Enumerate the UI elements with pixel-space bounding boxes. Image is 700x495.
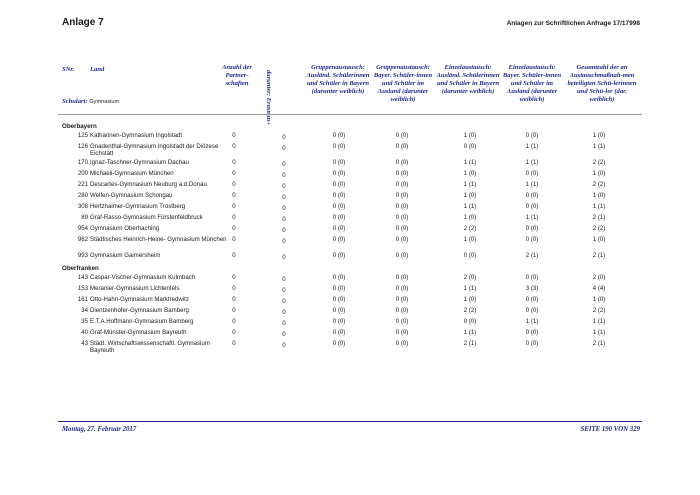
cell-value: 0 [232, 285, 236, 292]
cell-value: 0 [282, 145, 286, 152]
table-row [62, 159, 642, 170]
school-name: Otto-Hahn-Gymnasium Marktredwitz [90, 296, 189, 303]
cell-value: 0 (0) [525, 203, 539, 210]
cell-value: 0 [282, 227, 286, 234]
cell-value: 0 [232, 192, 236, 199]
cell-value: 0 [282, 298, 286, 305]
schulart-value: Gymnasium [89, 99, 120, 105]
cell-value: 0 (0) [395, 285, 409, 292]
cell-value: 2 (1) [463, 340, 477, 347]
school-number: 200 [77, 170, 88, 177]
cell-value: 0 (0) [332, 225, 346, 232]
table-row [62, 274, 642, 285]
school-number: 153 [77, 285, 88, 292]
school-number: 125 [77, 132, 88, 139]
school-name: Graf-Rasso-Gymnasium Fürstenfeldbruck [90, 214, 203, 221]
header-divider [58, 114, 642, 115]
document-title: Anlage 7 [62, 17, 104, 28]
cell-value: 0 (0) [395, 143, 409, 150]
cell-value: 1 (1) [592, 203, 606, 210]
cell-value: 2 (1) [525, 252, 539, 259]
school-number: 43 [81, 340, 88, 347]
cell-value: 1 (1) [525, 159, 539, 166]
school-name: E.T.A.Hoffmann-Gymnasium Bamberg [90, 318, 194, 325]
cell-value: 2 (2) [592, 225, 606, 232]
cell-value: 0 [282, 287, 286, 294]
cell-value: 0 (0) [395, 274, 409, 281]
school-name: Welfen-Gymnasium Schongau [90, 192, 173, 199]
cell-value: 1 (1) [525, 214, 539, 221]
cell-value: 0 (0) [395, 203, 409, 210]
cell-value: 0 [232, 159, 236, 166]
cell-value: 1 (0) [463, 236, 477, 243]
cell-value: 1 (0) [592, 296, 606, 303]
school-name: Graf-Münster-Gymnasium Bayreuth [90, 329, 187, 336]
cell-value: 2 (2) [463, 225, 477, 232]
school-name: Katharinen-Gymnasium Ingolstadt [90, 132, 183, 139]
school-number: 170 [77, 159, 88, 166]
cell-value: 0 (0) [525, 236, 539, 243]
school-number: 308 [77, 203, 88, 210]
school-name: Dientzenhofer-Gymnasium Bamberg [90, 307, 189, 314]
table-row [62, 181, 642, 192]
school-number: 221 [77, 181, 88, 188]
cell-value: 0 (0) [332, 252, 346, 259]
cell-value: 1 (1) [592, 318, 606, 325]
col-header-land: Land [90, 66, 105, 73]
school-number: 40 [81, 329, 88, 336]
school-number: 89 [81, 214, 88, 221]
cell-value: 2 (0) [463, 274, 477, 281]
cell-value: 2 (2) [592, 181, 606, 188]
cell-value: 0 [282, 276, 286, 283]
cell-value: 0 (0) [332, 192, 346, 199]
col-header-gesamt: Gesamtzahl der an Austauschmaßnah-men beteiligten Schü-lerinnen und Schü-ler (dar. weiblich) [567, 64, 637, 103]
cell-value: 2 (0) [592, 274, 606, 281]
cell-value: 1 (1) [463, 203, 477, 210]
cell-value: 0 [282, 331, 286, 338]
footer-page: SEITE 190 VON 329 [580, 426, 640, 433]
col-header-erasmus: darunter: Erasmus+ [265, 70, 272, 126]
cell-value: 0 (0) [395, 329, 409, 336]
cell-value: 0 (0) [395, 225, 409, 232]
cell-value: 0 [232, 318, 236, 325]
table-row [62, 236, 642, 252]
cell-value: 0 [282, 194, 286, 201]
cell-value: 0 (0) [332, 132, 346, 139]
cell-value: 3 (3) [525, 285, 539, 292]
cell-value: 1 (0) [463, 192, 477, 199]
table-row [62, 307, 642, 318]
cell-value: 0 (0) [395, 318, 409, 325]
cell-value: 0 (0) [395, 159, 409, 166]
cell-value: 2 (2) [592, 307, 606, 314]
table-row [62, 252, 642, 263]
cell-value: 2 (1) [592, 340, 606, 347]
cell-value: 0 (0) [395, 296, 409, 303]
cell-value: 0 [232, 236, 236, 243]
cell-value: 0 (0) [463, 318, 477, 325]
cell-value: 0 (0) [395, 236, 409, 243]
cell-value: 1 (1) [592, 143, 606, 150]
school-name: Caspar-Vischer-Gymnasium Kulmbach [90, 274, 196, 281]
cell-value: 0 (0) [525, 192, 539, 199]
cell-value: 1 (1) [592, 329, 606, 336]
school-name: Michaeli-Gymnasium München [90, 170, 174, 177]
school-name: Städt. Wirtschaftswissenschaftl. Gymnasium Bayreuth [90, 340, 210, 355]
document-reference: Anlagen zur Schriftlichen Anfrage 17/17998 [506, 20, 640, 27]
school-number: 126 [77, 143, 88, 150]
table-row [62, 203, 642, 214]
cell-value: 0 (0) [525, 225, 539, 232]
cell-value: 0 (0) [332, 203, 346, 210]
cell-value: 0 [232, 214, 236, 221]
cell-value: 0 (0) [525, 296, 539, 303]
cell-value: 0 (0) [395, 214, 409, 221]
cell-value: 1 (1) [463, 159, 477, 166]
cell-value: 0 [232, 170, 236, 177]
cell-value: 0 (0) [395, 307, 409, 314]
cell-value: 0 (0) [395, 181, 409, 188]
cell-value: 0 (0) [463, 252, 477, 259]
school-name: Descartes-Gymnasium Neuburg a.d.Donau [90, 181, 207, 188]
cell-value: 0 [232, 329, 236, 336]
cell-value: 1 (0) [592, 132, 606, 139]
cell-value: 0 (0) [332, 214, 346, 221]
school-name: Meranier-Gymnasium Lichtenfels [90, 285, 180, 292]
cell-value: 0 [282, 205, 286, 212]
school-name: Ignaz-Taschner-Gymnasium Dachau [90, 159, 189, 166]
cell-value: 0 (0) [332, 181, 346, 188]
cell-value: 0 (0) [332, 318, 346, 325]
col-header-einz-ausland: Einzelaustausch: Ausländ. Schülerinnen und Schüler in Bayern (darunter weiblich) [436, 64, 500, 95]
cell-value: 0 (0) [395, 132, 409, 139]
cell-value: 1 (1) [525, 181, 539, 188]
school-number: 993 [77, 252, 88, 259]
cell-value: 0 [232, 143, 236, 150]
cell-value: 1 (0) [463, 170, 477, 177]
cell-value: 2 (1) [592, 252, 606, 259]
cell-value: 0 (0) [332, 236, 346, 243]
col-header-einz-bayer: Einzelaustausch: Bayer. Schüler-innen und Schüler im Ausland (darunter weiblich) [502, 64, 562, 103]
cell-value: 0 [232, 340, 236, 347]
cell-value: 1 (0) [592, 236, 606, 243]
cell-value: 0 (0) [395, 252, 409, 259]
cell-value: 0 (0) [525, 170, 539, 177]
school-name: Gnadenthal-Gymnasium Ingolstadt der Diözese Eichstätt [90, 143, 219, 158]
table-row [62, 214, 642, 225]
col-header-grp-bayer: Gruppenaustausch: Bayer. Schüler-innen und Schüler im Ausland (darunter weiblich) [373, 64, 433, 103]
cell-value: 4 (4) [592, 285, 606, 292]
cell-value: 1 (1) [463, 285, 477, 292]
cell-value: 0 (0) [395, 340, 409, 347]
school-name: Städtisches Heinrich-Heine- Gymnasium München [90, 236, 227, 243]
cell-value: 1 (0) [463, 296, 477, 303]
school-name: Gymnasium Oberhaching [90, 225, 160, 232]
cell-value: 0 [282, 342, 286, 349]
col-header-erasmus-wrap [265, 70, 294, 126]
cell-value: 0 [232, 225, 236, 232]
table-row [62, 132, 642, 143]
table-row [62, 170, 642, 181]
col-header-grp-ausland: Gruppenaustausch: Ausländ. Schülerinnen und Schüler in Bayern (darunter weiblich) [306, 64, 370, 95]
cell-value: 1 (0) [463, 214, 477, 221]
table-row [62, 192, 642, 203]
school-name: Gymnasium Gaimersheim [90, 252, 161, 259]
cell-value: 0 (0) [463, 143, 477, 150]
region-heading: Oberbayern [62, 123, 97, 130]
school-name: Hertzhaimer-Gymnasium Trostberg [90, 203, 186, 210]
table-row [62, 329, 642, 340]
cell-value: 1 (0) [592, 192, 606, 199]
cell-value: 0 (0) [332, 159, 346, 166]
cell-value: 0 [232, 307, 236, 314]
cell-value: 0 [232, 203, 236, 210]
cell-value: 1 (1) [463, 181, 477, 188]
cell-value: 0 (0) [332, 329, 346, 336]
school-number: 954 [77, 225, 88, 232]
col-header-snr: SNr. [62, 66, 75, 73]
school-number: 962 [77, 236, 88, 243]
school-number: 34 [81, 307, 88, 314]
cell-value: 2 (2) [463, 307, 477, 314]
table-row [62, 296, 642, 307]
cell-value: 0 (0) [332, 307, 346, 314]
cell-value: 1 (1) [525, 143, 539, 150]
footer-date: Montag, 27. Februar 2017 [62, 426, 137, 433]
cell-value: 0 (0) [332, 143, 346, 150]
cell-value: 0 (0) [525, 307, 539, 314]
school-number: 35 [81, 318, 88, 325]
school-number: 161 [77, 296, 88, 303]
table-row [62, 225, 642, 236]
cell-value: 2 (1) [592, 214, 606, 221]
cell-value: 0 (0) [525, 329, 539, 336]
cell-value: 0 [232, 274, 236, 281]
cell-value: 0 (0) [525, 132, 539, 139]
school-number: 143 [77, 274, 88, 281]
table-row [62, 143, 642, 159]
cell-value: 0 [282, 172, 286, 179]
cell-value: 1 (1) [525, 318, 539, 325]
cell-value: 0 [282, 161, 286, 168]
cell-value: 0 [282, 320, 286, 327]
table-row [62, 285, 642, 296]
cell-value: 0 [282, 238, 286, 245]
cell-value: 0 [282, 216, 286, 223]
footer-divider [58, 421, 642, 422]
cell-value: 0 (0) [332, 285, 346, 292]
cell-value: 0 (0) [525, 274, 539, 281]
cell-value: 0 [232, 252, 236, 259]
table-row [62, 340, 642, 356]
table-row [62, 318, 642, 329]
cell-value: 0 (0) [332, 274, 346, 281]
school-number: 280 [77, 192, 88, 199]
cell-value: 1 (0) [463, 132, 477, 139]
cell-value: 0 [282, 309, 286, 316]
cell-value: 0 [232, 296, 236, 303]
cell-value: 0 (0) [332, 170, 346, 177]
cell-value: 0 [232, 181, 236, 188]
cell-value: 0 [282, 134, 286, 141]
cell-value: 0 (0) [395, 170, 409, 177]
cell-value: 1 (0) [592, 170, 606, 177]
cell-value: 0 (0) [332, 340, 346, 347]
cell-value: 2 (2) [592, 159, 606, 166]
cell-value: 0 [282, 254, 286, 261]
cell-value: 0 (0) [525, 340, 539, 347]
cell-value: 0 [232, 132, 236, 139]
cell-value: 0 (0) [395, 192, 409, 199]
cell-value: 0 (0) [332, 296, 346, 303]
data-table [62, 121, 642, 356]
schulart-label [62, 98, 119, 105]
cell-value: 1 (1) [463, 329, 477, 336]
region-heading: Oberfranken [62, 265, 99, 272]
schulart-label-text: Schulart: [62, 98, 88, 105]
col-header-anzahl: Anzahl der Partner-schaften [222, 64, 252, 87]
cell-value: 0 [282, 183, 286, 190]
